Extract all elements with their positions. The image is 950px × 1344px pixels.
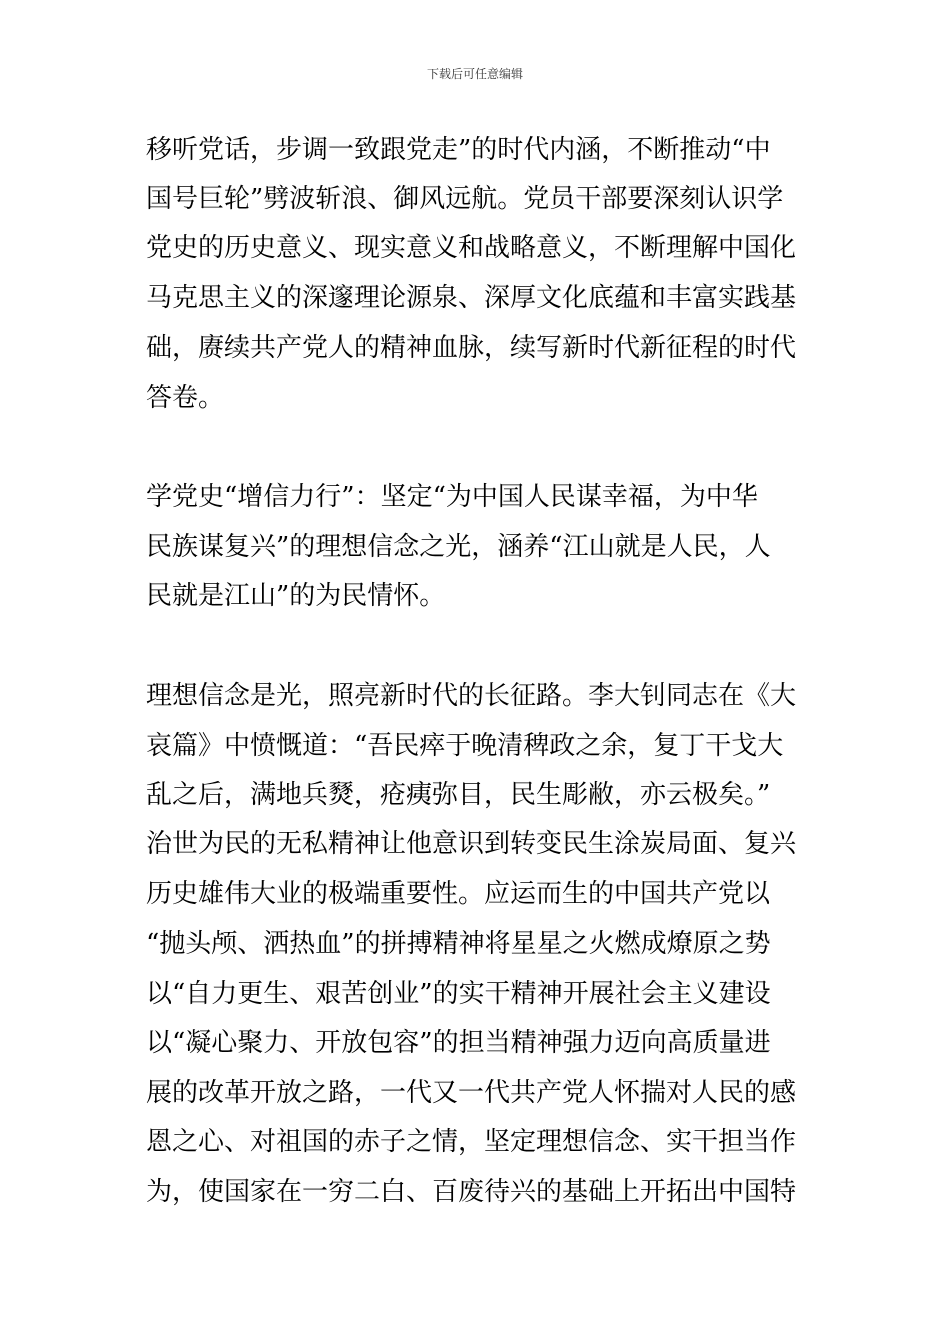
text-line: 党史的历史意义、现实意义和战略意义，不断理解中国化 (146, 233, 797, 263)
text-line: 以“自力更生、艰苦创业”的实干精神开展社会主义建设 (146, 979, 771, 1009)
text-line: 础，赓续共产党人的精神血脉，续写新时代新征程的时代 (146, 333, 797, 363)
text-line: 乱之后，满地兵燹，疮痍弥目，民生彫敝，亦云极矣。” (146, 780, 771, 810)
text-line: 历史雄伟大业的极端重要性。应运而生的中国共产党以 (146, 879, 771, 909)
text-line: 以“凝心聚力、开放包容”的担当精神强力迈向高质量进 (146, 1028, 771, 1058)
text-line: 理想信念是光，照亮新时代的长征路。李大钊同志在《大 (146, 681, 797, 711)
text-line: 学党史“增信力行”：坚定“为中国人民谋幸福，为中华 (146, 482, 758, 512)
text-line: 恩之心、对祖国的赤子之情，坚定理想信念、实干担当作 (146, 1127, 797, 1157)
text-line: 治世为民的无私精神让他意识到转变民生涂炭局面、复兴 (146, 829, 797, 859)
text-line: 答卷。 (146, 383, 225, 413)
page-header: 下载后可任意编辑 (426, 67, 523, 81)
text-line: 哀篇》中愤慨道：“吾民瘁于晚清稗政之余，复丁干戈大 (146, 731, 784, 761)
text-line: “抛头颅、洒热血”的拼搏精神将星星之火燃成燎原之势 (146, 929, 771, 959)
text-line: 马克思主义的深邃理论源泉、深厚文化底蕴和丰富实践基 (146, 283, 797, 313)
text-line: 移听党话，步调一致跟党走”的时代内涵，不断推动“中 (146, 135, 771, 165)
text-line: 国号巨轮”劈波斩浪、御风远航。党员干部要深刻认识学 (146, 184, 784, 214)
text-line: 民族谋复兴”的理想信念之光，涵养“江山就是人民，人 (146, 532, 771, 562)
text-line: 为，使国家在一穷二白、百废待兴的基础上开拓出中国特 (146, 1177, 797, 1207)
text-line: 展的改革开放之路，一代又一代共产党人怀揣对人民的感 (146, 1078, 797, 1108)
text-line: 民就是江山”的为民情怀。 (146, 581, 446, 611)
